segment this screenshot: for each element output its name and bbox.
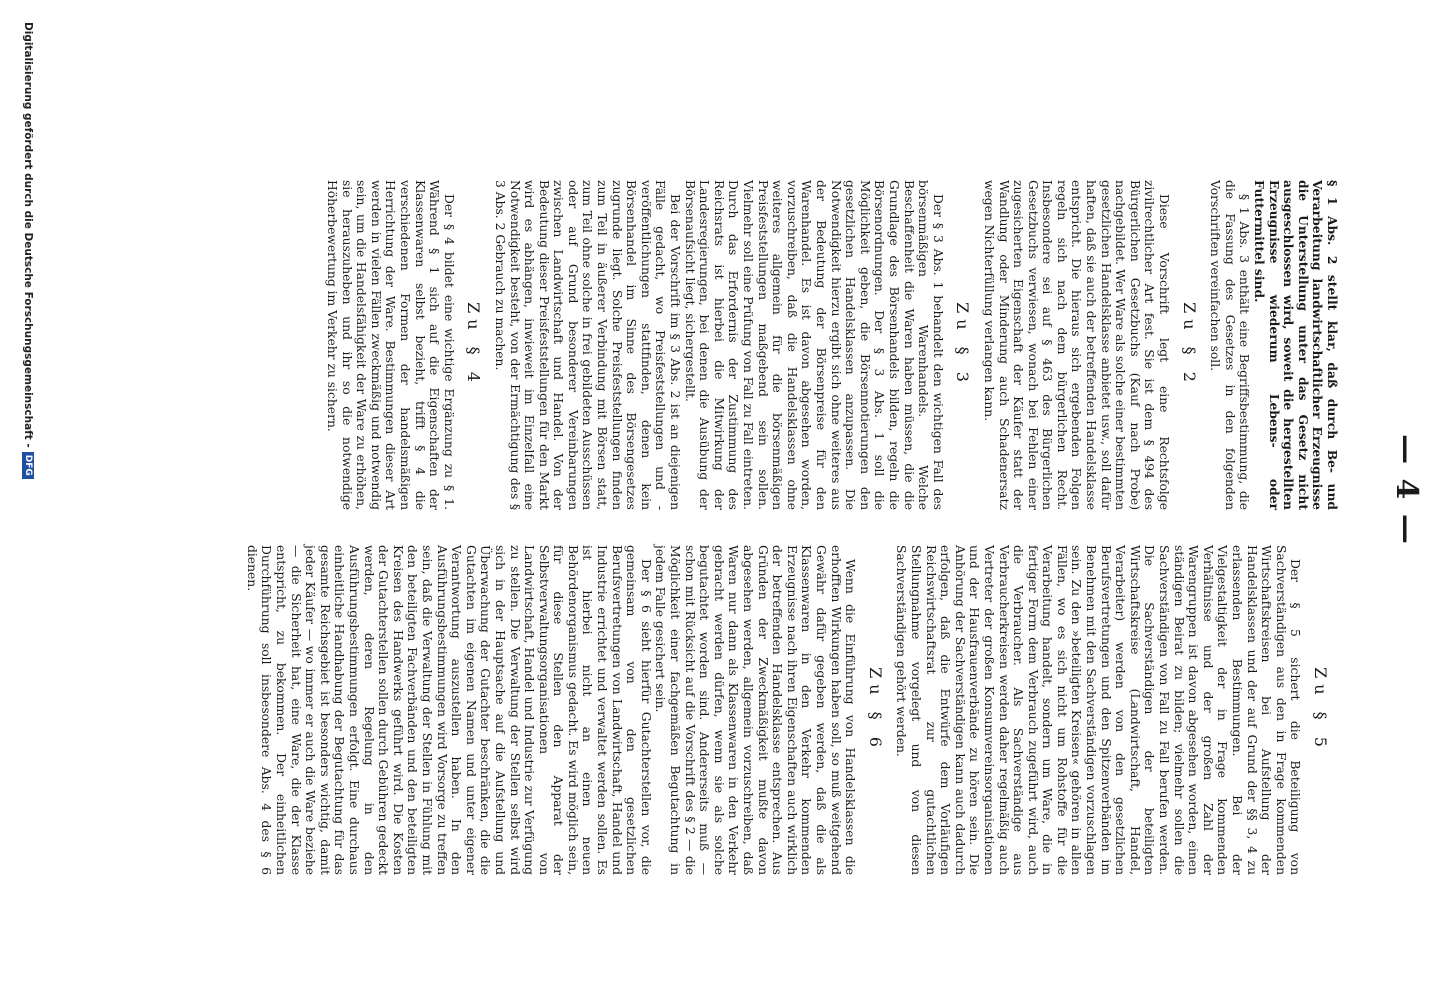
- paragraph: Der § 6 sieht hierfür Gutachterstellen vor, die gemeinsam von den gesetzlichen Berufsvertretungen von Landwirtschaft, Handel und Industrie errichtet und verwaltet werden sollen. Es ist hierbei nicht an einen neuen Behördenorganismus gedacht. Es wird möglich sein, für diese Stellen den Apparat der Selbstverwaltungsorganisationen von Landwirtschaft, Handel und Industrie zur Verfügung zu stellen. Die Verwaltung der Stellen selbst wird sich in der Hauptsache auf die Aufstellung und Überwachung der Gutachter beschränken, die die Gutachten im eigenen Namen und unter eigener Verantwortung auszustellen haben. In den Ausführungsbestimmungen wird Vorsorge zu treffen sein, daß die Verwaltung der Stellen in Fühlung mit den beteiligten Fachverbänden und den beteiligten Kreisen des Handwerks geführt wird. Die Kosten der Gutachterstellen sollen durch Gebühren gedeckt werden, deren Regelung in den Ausführungsbestimmungen erfolgt. Eine durchaus einheitliche Handhabung der Begutachtung für das gesamte Reichsgebiet ist besonders wichtig, damit jeder Käufer — wo immer er auch die Ware beziehe — die Sicherheit hat, eine Ware, die der Klasse entspricht, zu bekommen. Der einheitlichen Durchführung soll insbesondere Abs. 4 des § 6 dienen.: [244, 545, 653, 875]
- section-heading: Zu § 5: [1311, 667, 1330, 753]
- paragraph: Bei der Vorschrift im § 3 Abs. 2 ist an diejenigen Fälle gedacht, wo Preisfeststellungen und -veröffentlichungen stattfinden, denen kein Börsenhandel im Sinne des Börsengesetzes zugrunde liegt. Solche Preisfeststellungen finden zum Teil in äußerer Verbindung mit Börsen statt, zum Teil ohne solche in frei gebildeten Ausschüssen oder auf Grund besonderer Vereinbarungen zwischen Landwirtschaft und Handel. Von der Bedeutung dieser Preisfeststellungen für den Markt wird es abhängen, inwieweit im Einzelfall eine Notwendigkeit besteht, von der Ermächtigung des § 3 Abs. 2 Gebrauch zu machen.: [492, 180, 683, 510]
- paragraph: Der § 3 Abs. 1 behandelt den wichtigen Fall des börsenmäßigen Warenhandels. Welche Beschaffenheit die Waren haben müssen, die die Grundlage des Börsenhandels bilden, regeln die Börsenordnungen. Der § 3 Abs. 1 soll die Möglichkeit geben, die Börsennotierungen den gesetzlichen Handelsklassen anzupassen. Die Notwendigkeit hierzu ergibt sich ohne weiteres aus der Bedeutung der Börsenpreise für den Warenhandel. Es ist davon abgesehen worden, vorzuschreiben, daß die Handelsklassen ohne weiteres allgemein für die börsenmäßigen Preisfeststellungen maßgebend sein sollen. Vielmehr soll eine Prüfung von Fall zu Fall eintreten. Durch das Erfordernis der Zustimmung des Reichsrats ist hierbei die Mitwirkung der Landesregierungen, bei denen die Ausübung der Börsenaufsicht liegt, sichergestellt.: [682, 180, 945, 510]
- paragraph: Diese Vorschrift legt eine Rechtsfolge zivilrechtlicher Art fest. Sie ist dem § 494 des Bürgerlichen Gesetzbuchs (Kauf nach Probe) nachgebildet. Wer Ware als solche einer bestimmten gesetzlichen Handelsklasse anbietet usw., soll dafür haften, daß sie auch der betreffenden Handelsklasse entspricht. Die hieraus sich ergebenden Folgen regeln sich nach dem bürgerlichen Recht. Insbesondere sei auf § 463 des Bürgerlichen Gesetzbuchs verwiesen, wonach bei Fehlen einer zugesicherten Eigenschaft der Käufer statt der Wandlung oder Minderung auch Schadenersatz wegen Nichterfüllung verlangen kann.: [981, 180, 1172, 510]
- digitization-footer: [22, 22, 34, 542]
- left-column: [324, 180, 1339, 510]
- right-column: [244, 545, 1339, 875]
- paragraph: Wenn die Einführung von Handelsklassen die erhofften Wirkungen haben soll, so muß weitgehend Gewähr dafür gegeben werden, daß die als Klassenwaren in den Verkehr kommenden Erzeugnisse nach ihren Eigenschaften auch wirklich der betreffenden Handelsklasse entsprechen. Aus Gründen der Zweckmäßigkeit mußte davon abgesehen werden, allgemein vorzuschreiben, daß Waren nur dann als Klassenwaren in den Verkehr gebracht werden dürfen, wenn sie als solche begutachtet worden sind. Andererseits muß — schon mit Rücksicht auf die Vorschrift des § 2 — die Möglichkeit einer fachgemäßen Begutachtung in jedem Falle gesichert sein.: [653, 545, 858, 875]
- paragraph: Der § 5 sichert die Beteiligung von Sachverständigen aus den in Frage kommenden Wirtschaftskreisen bei Aufstellung der Handelsklassen und der auf Grund der §§ 3, 4 zu erlassenden Bestimmungen. Bei der Vielgestaltigkeit der in Frage kommenden Verhältnisse und der großen Zahl der Warengruppen ist davon abgesehen worden, einen ständigen Beirat zu bilden; vielmehr sollen die Sachverständigen von Fall zu Fall berufen werden. Die Sachverständigen der beteiligten Wirtschaftskreise (Landwirtschaft, Handel, Verarbeiter) werden von den gesetzlichen Berufsvertretungen und den Spitzenverbänden im Benehmen mit den Sachverständigen vorzuschlagen sein. Zu den »beteiligten Kreisen« gehören in allen Fällen, wo es sich nicht um Rohstoffe für die Verarbeitung handelt, sondern um Ware, die in fertiger Form dem Verbrauch zugeführt wird, auch die Verbraucher. Als Sachverständige aus Verbraucherkreisen werden daher regelmäßig auch Vertreter der großen Konsumvereinsorganisationen und der Hausfrauenverbände zu hören sein. Die Anhörung der Sachverständigen kann auch dadurch erfolgen, daß die Entwürfe dem Vorläufigen Reichswirtschaftsrat zur gutachtlichen Stellungnahme vorgelegt und von diesen Sachverständigen gehört werden.: [894, 545, 1303, 875]
- paragraph: Der § 4 bildet eine wichtige Ergänzung zu § 1. Während § 1 sich auf die Eigenschaften der Klassenwaren selbst bezieht, trifft § 4 die verschiedenen Formen der handelsmäßigen Herrichtung der Ware. Bestimmungen dieser Art werden in vielen Fällen zweckmäßig und notwendig sein, um die Handelsfähigkeit der Ware zu erhöhen, sie herauszuheben und ihr so die notwendige Höherbewertung im Verkehr zu sichern.: [325, 180, 456, 510]
- paragraph: § 1 Abs. 3 enthält eine Begriffsbestimmung, die die Fassung des Gesetzes in den folgenden Vorschriften vereinfachen soll.: [1208, 180, 1252, 510]
- paragraph: § 1 Abs. 2 stellt klar, daß durch Be- und Verarbeitung landwirtschaftlicher Erzeugnisse die Unterstellung unter das Gesetz nicht ausgeschlossen wird, soweit die hergestellten Erzeugnisse wiederum Lebens- oder Futtermittel sind.: [1252, 180, 1340, 510]
- section-heading: Zu § 3: [953, 302, 973, 388]
- section-heading: Zu § 6: [865, 667, 885, 753]
- dfg-logo: DFG: [22, 452, 34, 479]
- page-number: — 4 —: [1389, 434, 1424, 546]
- footer-text: Digitalisierung gefördert durch die Deutsche Forschungsgemeinschaft -: [22, 22, 34, 448]
- section-heading: Zu § 4: [464, 302, 484, 388]
- section-heading: Zu § 2: [1179, 302, 1199, 388]
